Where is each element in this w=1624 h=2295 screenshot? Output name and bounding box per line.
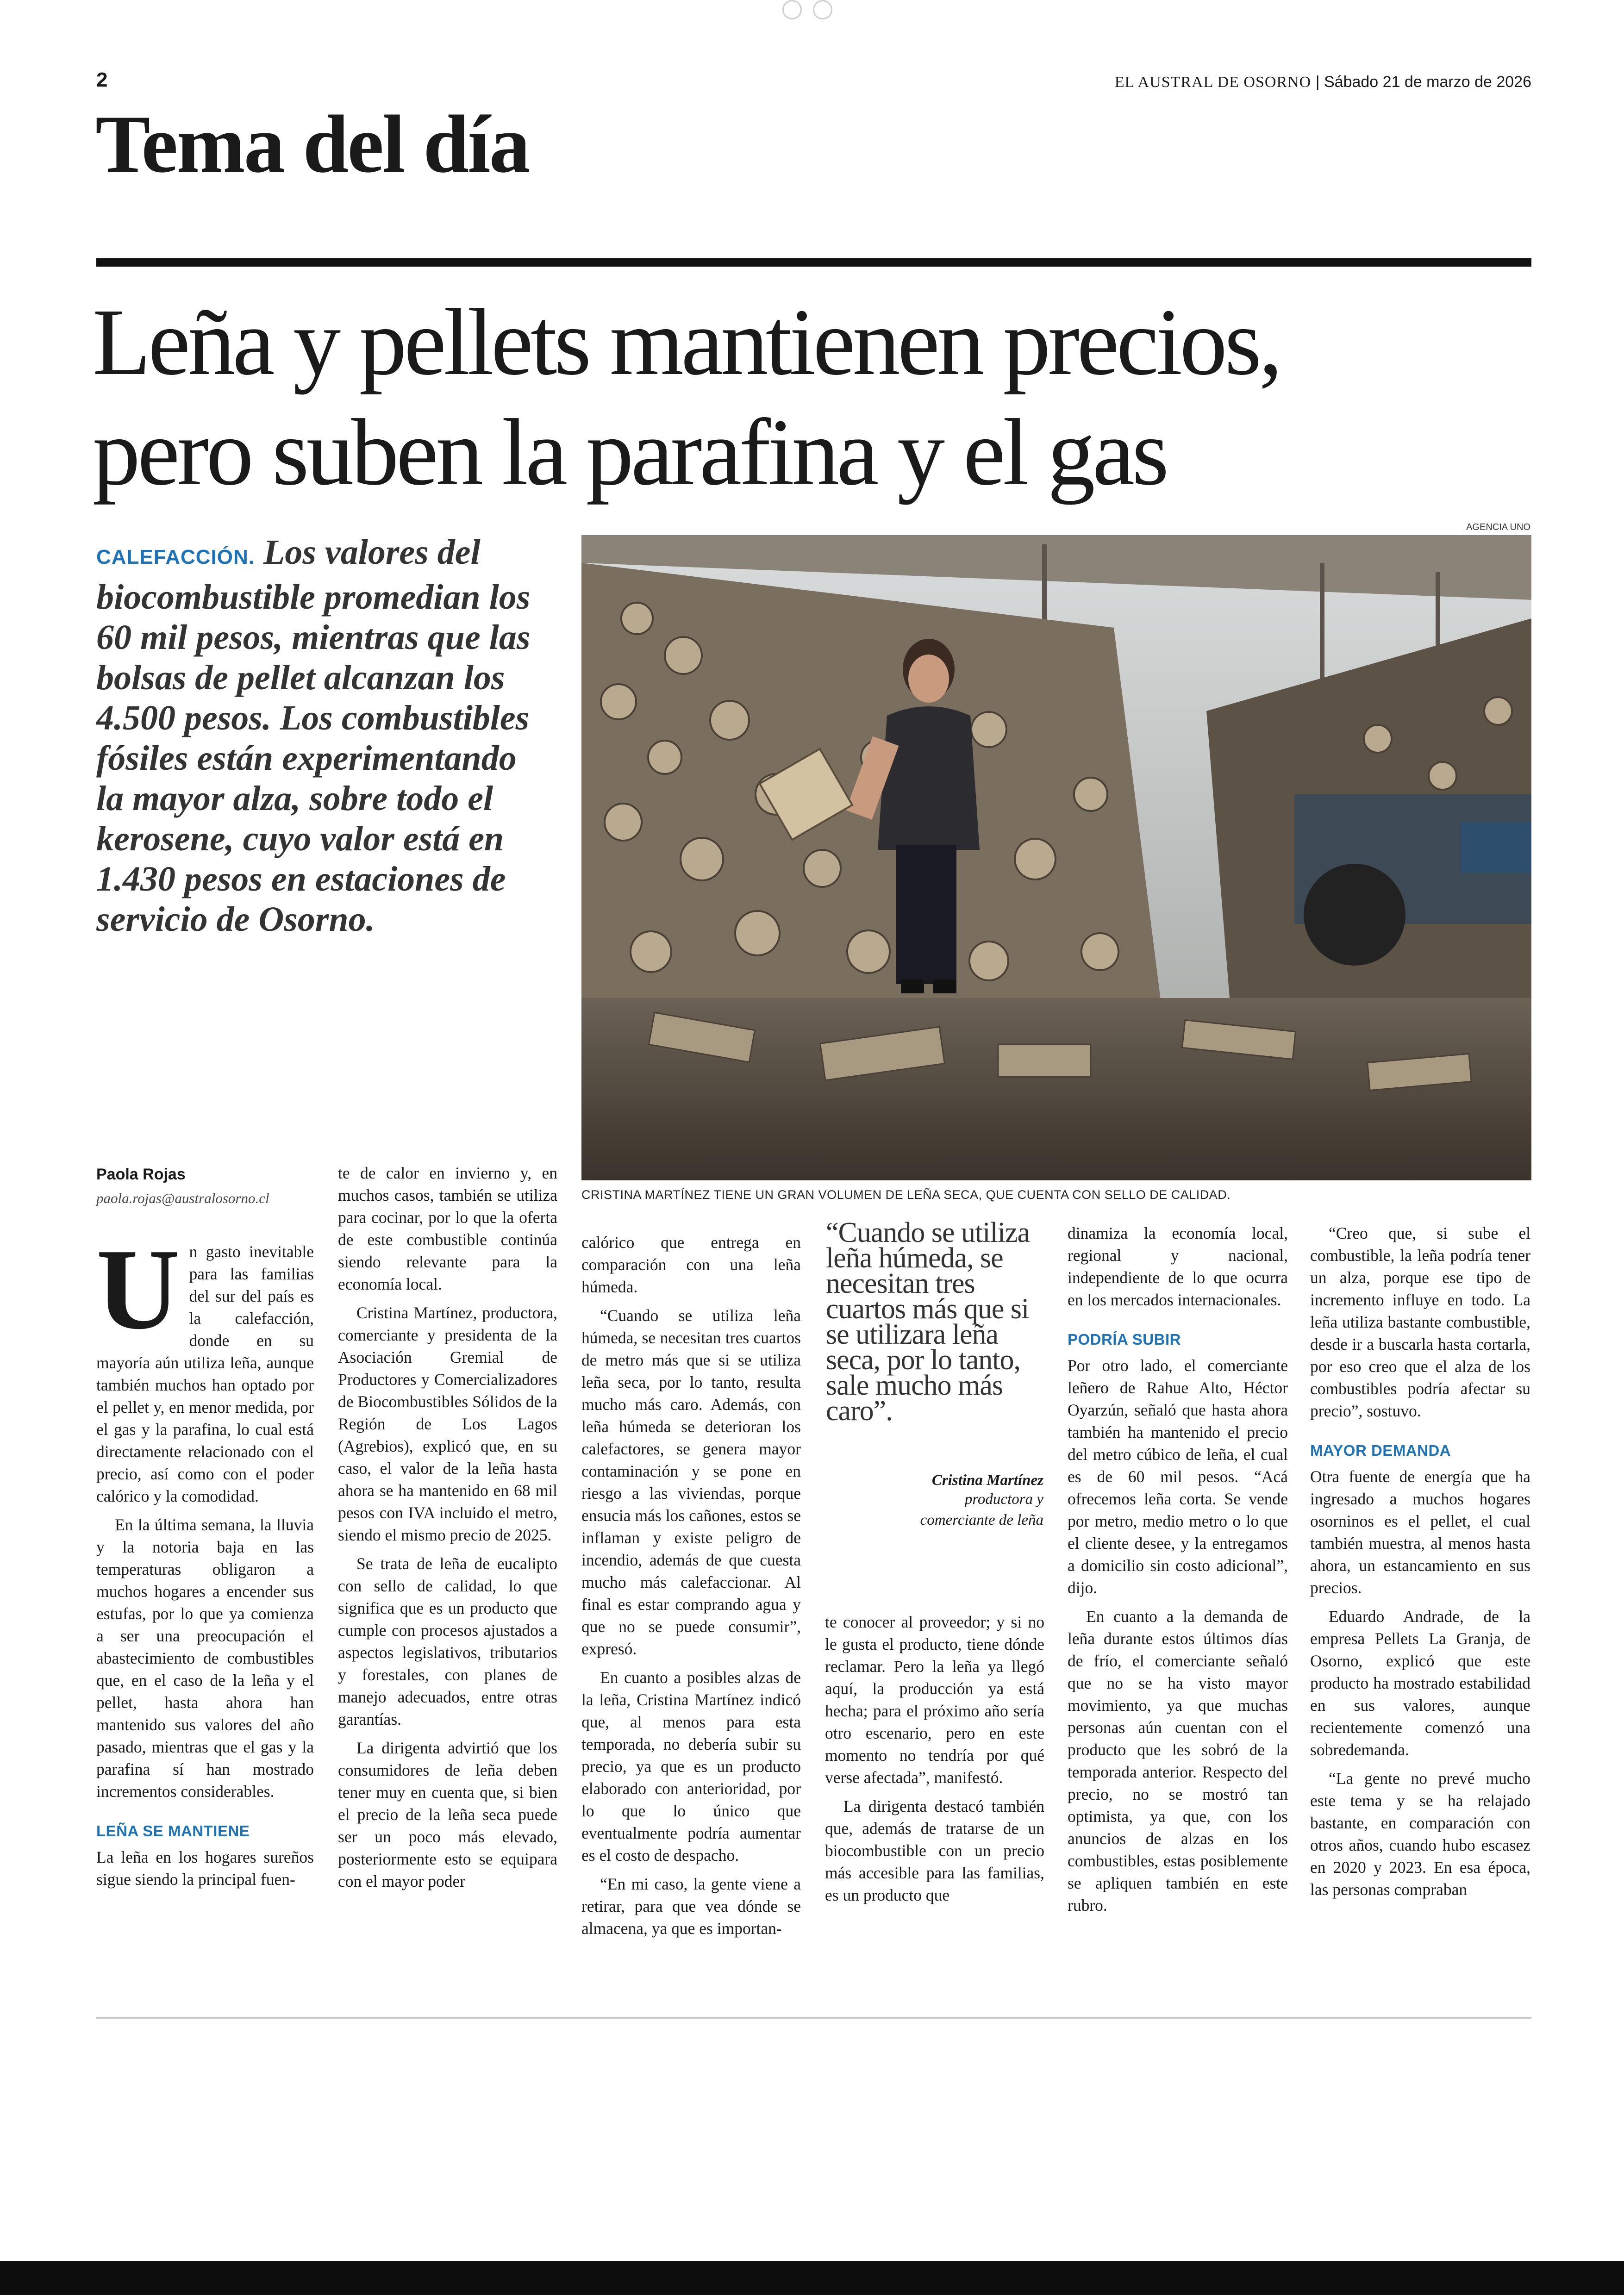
paragraph: Otra fuente de energía que ha ingresado a muchos hogares osorninos es el pellet, el cual también muestra, al menos hasta ahora, un estancamiento en sus precios. (1310, 1467, 1530, 1597)
paragraph: La dirigenta advirtió que los consumidores de leña deben tener muy en cuenta que, si bien el precio de la leña seca puede ser un poco más elevado, posteriormente esto se equipara con el mayor poder (338, 1739, 557, 1890)
byline (96, 1166, 269, 1207)
kicker-text: Los valores del biocombustible promedian los 60 mil pesos, mientras que las bolsas de pellet alcanzan los 4.500 pesos. Los combustibles fósiles están experimentando la mayor alza, sobre todo el kerosene, cuyo valor está en 1.430 pesos en estaciones de servicio de Osorno. (96, 533, 531, 939)
pull-quote-name: Cristina Martínez (931, 1472, 1043, 1489)
paragraph: Por otro lado, el comerciante leñero de Rahue Alto, Héctor Oyarzún, señaló que hasta ahora también ha mantenido el precio del metro cúbico de leña, el cual es de 60 mil pesos. “Acá ofrecemos leña corta. Se vende por metro, medio metro o lo que el cliente desee, y la entregamos a domicilio sin costo adicional”, dijo. (1068, 1356, 1288, 1597)
photo-illustration (581, 535, 1531, 1180)
masthead-separator: | (1315, 73, 1320, 91)
publication-name: EL AUSTRAL DE OSORNO (1114, 74, 1312, 91)
article-column-3 (581, 1231, 801, 1946)
masthead (1115, 73, 1531, 91)
kicker (96, 532, 531, 940)
article-column-2 (338, 1162, 557, 1899)
headline (93, 287, 1551, 507)
article-column-5 (1068, 1222, 1288, 1923)
paragraph: Eduardo Andrade, de la empresa Pellets La Granja, de Osorno, explicó que este producto ha mostrado estabilidad en sus valores, aunque recientemente comenzó una sobredemanda. (1310, 1607, 1530, 1759)
author-email: paola.rojas@australosorno.cl (96, 1190, 269, 1206)
paragraph: La dirigenta destacó también que, además de tratarse de un biocombustible con un precio más accesible para las familias, es un producto que (825, 1797, 1044, 1904)
author-name: Paola Rojas (96, 1166, 186, 1183)
paragraph: dinamiza la economía local, regional y nacional, independiente de lo que ocurra en los mercados internacionales. (1068, 1224, 1288, 1309)
headline-line-1: Leña y pellets mantienen precios, (93, 289, 1280, 395)
firewood-photo (581, 535, 1531, 1180)
photo-caption: CRISTINA MARTÍNEZ TIENE UN GRAN VOLUMEN DE LEÑA SECA, QUE CUENTA CON SELLO DE CALIDAD. (581, 1188, 1231, 1202)
photo-credit: AGENCIA UNO (1466, 522, 1530, 532)
paragraph: te conocer al proveedor; y si no le gusta el producto, tiene dónde reclamar. Pero la leña ya llegó aquí, la producción ya está hecha; para el próximo año sería otro escenario, pero en este momento no tendría por qué verse afectada”, manifestó. (825, 1613, 1044, 1787)
section-title: Tema del día (95, 98, 529, 190)
bottom-band (0, 2261, 1624, 2295)
paragraph: “En mi caso, la gente viene a retirar, para que vea dónde se almacena, ya que es importan- (581, 1875, 801, 1938)
kicker-label: CALEFACCIÓN. (96, 546, 255, 568)
subhead-lena-se-mantiene: LEÑA SE MANTIENE (96, 1822, 250, 1840)
top-indicators (782, 0, 852, 19)
paragraph: calórico que entrega en comparación con una leña húmeda. (581, 1233, 801, 1296)
heavy-rule (96, 258, 1531, 267)
pull-quote (826, 1217, 1043, 1531)
paragraph: “Cuando se utiliza leña húmeda, se necesitan tres cuartos de metro más que si se utiliza leña seca, por lo tanto, resulta mucho más caro. Además, con leña húmeda se deterioran los calefactores, se genera mayor contaminación y se pone en riesgo a las viviendas, porque ensucia más los cañones, estos se inflaman y existe peligro de incendio, además de que cuesta mucho más calefaccionar. Al final es estar comprando agua y que no se puede consumir”, expresó. (581, 1306, 801, 1658)
subhead-mayor-demanda: MAYOR DEMANDA (1310, 1442, 1451, 1459)
issue-date: Sábado 21 de marzo de 2026 (1324, 73, 1531, 91)
paragraph: En la última semana, la lluvia y la notoria baja en las temperaturas obligaron a muchos hogares a encender sus estufas, por lo que ya comienza a ser una preocupación el abastecimiento de combustibles que, en el caso de la leña y el pellet, hasta ahora han mantenido sus valores del año pasado, mientras que el gas y la parafina sí han mostrado incrementos considerables. (96, 1515, 314, 1801)
pull-quote-role-2: comerciante de leña (920, 1512, 1043, 1528)
article-column-6 (1310, 1222, 1530, 1907)
paragraph: te de calor en invierno y, en muchos casos, también se utiliza para cocinar, por lo que la oferta de este combustible continúa siendo relevante para la economía local. (338, 1164, 557, 1293)
paragraph: n gasto inevitable para las familias del sur del país es la calefacción, donde en su mayoría aún utiliza leña, aunque también muchos han optado por el pellet y, en menor medida, por el gas y la parafina, lo cual está directamente relacionado con el precio, así como con el poder calórico y la comodidad. (96, 1242, 314, 1505)
pull-quote-text: “Cuando se utiliza leña húmeda, se necesitan tres cuartos más que si se utilizara leña seca, por lo tanto, sale mucho más caro”. (826, 1217, 1030, 1427)
headline-line-2: pero suben la parafina y el gas (93, 399, 1167, 505)
subhead-podria-subir: PODRÍA SUBIR (1068, 1331, 1181, 1348)
pull-quote-role-1: productora y (964, 1491, 1043, 1508)
article-column-1 (96, 1225, 314, 1897)
paragraph: “La gente no prevé mucho este tema y se ha relajado bastante, en comparación con otros años, cuando hubo escasez en 2020 y 2023. En esa época, las personas compraban (1310, 1769, 1530, 1899)
paragraph: En cuanto a posibles alzas de la leña, Cristina Martínez indicó que, al menos para esta temporada, no debería subir su precio, ya que es un producto elaborado con anterioridad, por lo que lo único que eventualmente podría aumentar es el costo de despacho. (581, 1668, 801, 1865)
paragraph: Se trata de leña de eucalipto con sello de calidad, lo que significa que es un producto que cumple con procesos ajustados a aspectos legislativos, tributarios y forestales, con planes de manejo adecuados, entre otras garantías. (338, 1554, 557, 1728)
drop-cap: U (96, 1225, 180, 1353)
page-number: 2 (96, 69, 108, 91)
paragraph: La leña en los hogares sureños sigue siendo la principal fuen- (96, 1848, 314, 1889)
paragraph: En cuanto a la demanda de leña durante estos últimos días de frío, el comerciante señaló que no se ha visto mayor movimiento, ya que muchas personas aún cuentan con el producto que les sobró de la temporada anterior. Respecto del precio, no se mostró tan optimista, ya que, con los anuncios de alzas en los combustibles, estas posiblemente se apliquen también en este rubro. (1068, 1607, 1288, 1915)
paragraph: “Creo que, si sube el combustible, la leña podría tener un alza, porque ese tipo de incremento influye en todo. La leña utiliza bastante combustible, desde ir a buscarla hasta cortarla, por eso creo que el alza de los combustibles podría afectar su precio”, sostuvo. (1310, 1224, 1530, 1420)
article-column-4 (825, 1611, 1044, 1913)
bottom-rule (96, 2017, 1531, 2019)
paragraph: Cristina Martínez, productora, comerciante y presidenta de la Asociación Gremial de Productores y Comercializadores de Biocombustibles Sólidos de la Región de Los Lagos (Agrebios), explicó que, en su caso, el valor de la leña hasta ahora se ha mantenido en 68 mil pesos con IVA incluido el metro, siendo el mismo precio de 2025. (338, 1303, 557, 1544)
